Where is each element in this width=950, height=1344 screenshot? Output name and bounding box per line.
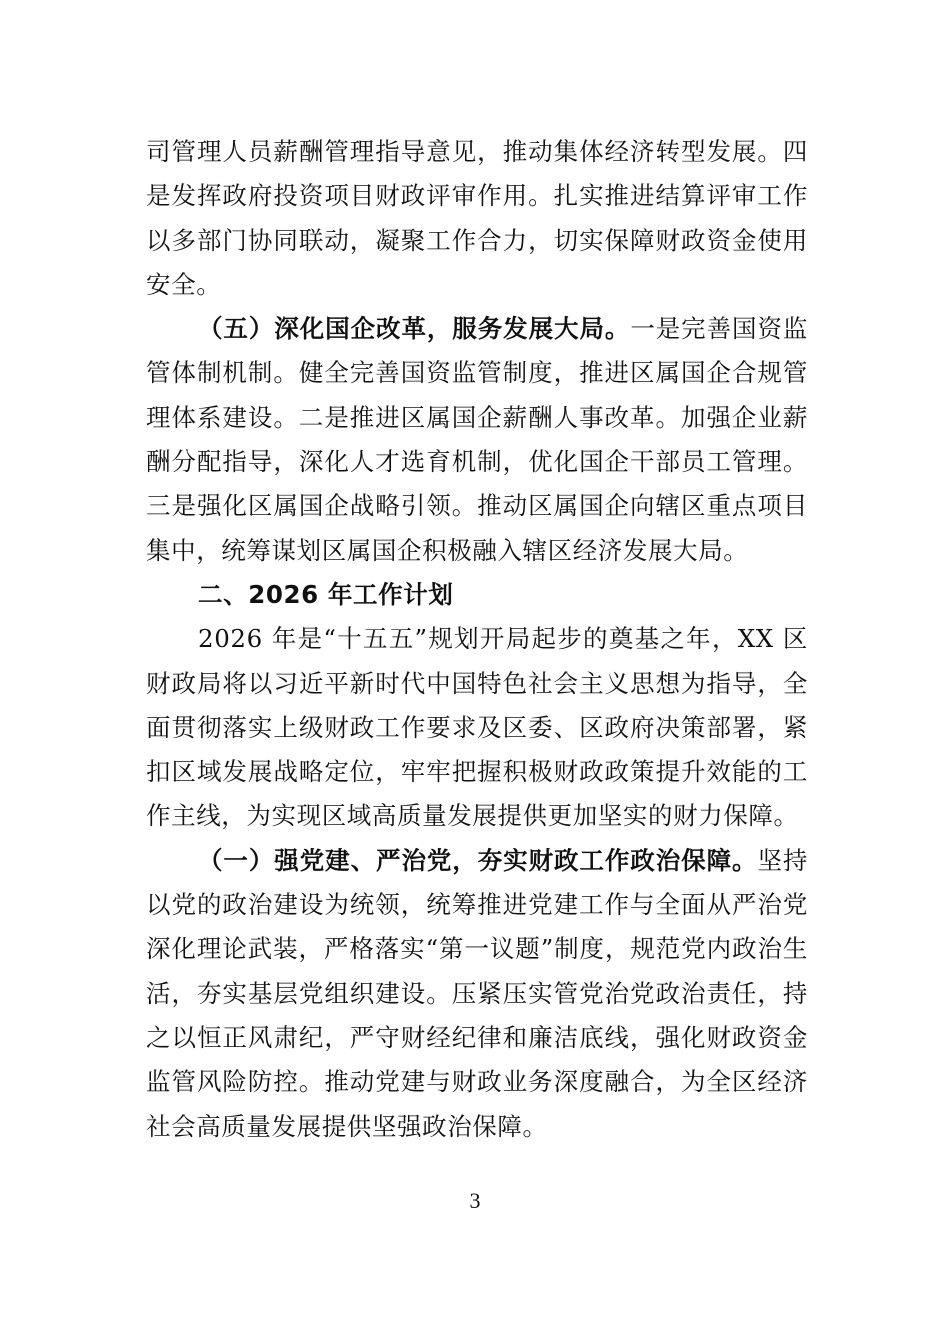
paragraph-party-building [146,839,808,1149]
paragraph-lead-heading: （五）深化国企改革，服务发展大局。 [198,314,631,344]
paragraph-continuation: 司管理人员薪酬管理指导意见，推动集体经济转型发展。四是发挥政府投资项目财政评审作用。扎实推进结算评审工作以多部门协同联动，凝聚工作合力，切实保障财政资金使用安全。 [146,137,808,299]
document-body [146,130,808,1149]
section-heading-2026-plan: 二、2026 年工作计划 [198,579,454,609]
paragraph-body-text: 一是完善国资监管体制机制。健全完善国资监管制度，推进区属国企合规管理体系建设。二是推进区属国企薪酬人事改革。加强企业薪酬分配指导，深化人才选育机制，优化国企干部员工管理。三是强化区属国企战略引领。推动区属国企向辖区重点项目集中，统筹谋划区属国企积极融入辖区经济发展大局。 [146,314,808,565]
paragraph-body-text: 坚持以党的政治建设为统领，统筹推进党建工作与全面从严治党深化理论武装，严格落实“第一议题”制度，规范党内政治生活，夯实基层党组织建设。压紧压实管党治党政治责任，持之以恒正风肃纪，严守财经纪律和廉洁底线，强化财政资金监管风险防控。推动党建与财政业务深度融合，为全区经济社会高质量发展提供坚强政治保障。 [146,845,808,1141]
page-number: 3 [469,1188,481,1213]
paragraph-state-enterprise-reform [146,307,808,573]
paragraph-2026-overview: 2026 年是“十五五”规划开局起步的奠基之年，XX 区财政局将以习近平新时代中国特色社会主义思想为指导，全面贯彻落实上级财政工作要求及区委、区政府决策部署，紧扣区域发展战略定位，牢牢把握积极财政政策提升效能的工作主线，为实现区域高质量发展提供更加坚实的财力保障。 [146,624,808,831]
paragraph-lead-heading: （一）强党建、严治党，夯实财政工作政治保障。 [198,845,758,875]
